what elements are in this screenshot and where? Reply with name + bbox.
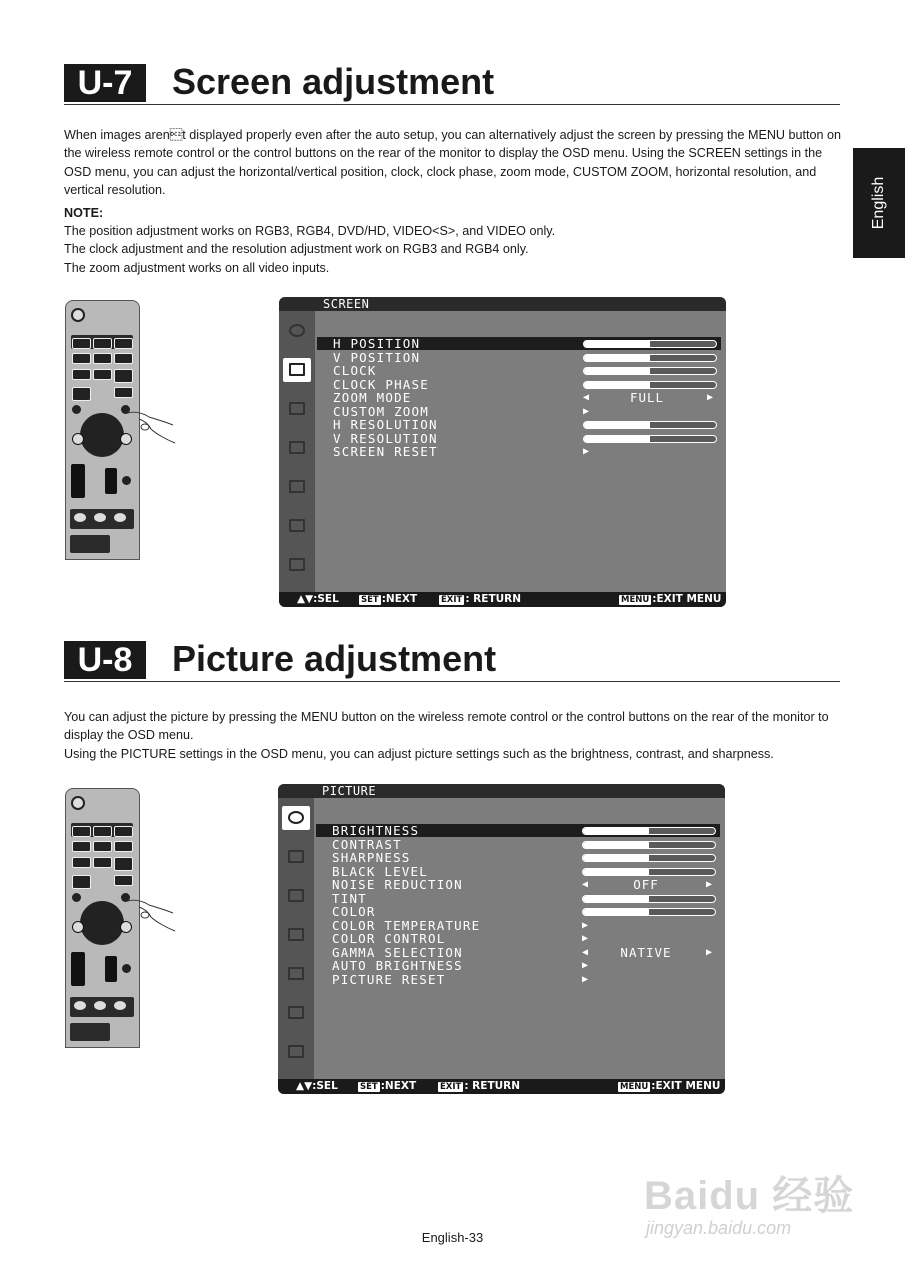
osd-item-label: NOISE REDUCTION (332, 877, 463, 892)
screen-intro (64, 126, 844, 277)
still-key (70, 535, 110, 553)
up-down-arrows-icon: ▲▼ (296, 1080, 313, 1092)
left-arrow-icon[interactable]: ◀ (582, 946, 589, 958)
osd-icon-sidebar (279, 311, 315, 592)
screen-icon[interactable] (282, 845, 310, 869)
note-line: The clock adjustment and the resolution adjustment work on RGB3 and RGB4 only. (64, 242, 529, 257)
osd-slider[interactable] (583, 381, 717, 389)
osd-title: PICTURE (322, 784, 377, 798)
exit-key-icon: EXIT (441, 595, 463, 605)
watermark-main: Baidu 经验 (644, 1174, 855, 1218)
osd-menu-item[interactable] (316, 851, 720, 864)
remote-key (122, 476, 131, 485)
dpad-icon (80, 413, 124, 457)
osd-slider-fill (583, 828, 649, 834)
remote-key (93, 841, 112, 852)
setup-glyph (288, 967, 304, 980)
remote-key (114, 826, 133, 837)
remote-key (93, 338, 112, 349)
osd-item-label: COLOR (332, 904, 376, 919)
section-header-picture (64, 639, 840, 682)
right-arrow-icon[interactable]: ▶ (706, 946, 713, 958)
osd-item-label: CLOCK PHASE (333, 376, 429, 392)
section-header-screen (64, 62, 840, 105)
remote-key (93, 826, 112, 837)
osd-slider[interactable] (582, 908, 716, 916)
remote-key (72, 826, 91, 837)
screen-intro-text: When images arent displayed properly even after the auto setup, you can alternatively adjust the screen by pressing the MENU button on the wireless remote control or the control buttons on the rear of the monitor to display the OSD menu. Using the SCREEN settings in the OSD menu, you can adjust the horizontal/vertical position, clock, clock phase, zoom mode, CUSTOM ZOOM, horizontal resolution, and vertical resolution. (64, 128, 842, 198)
osd-slider[interactable] (582, 895, 716, 903)
submenu-arrow-icon[interactable]: ▶ (583, 446, 590, 457)
remote-key (72, 875, 91, 889)
osd-slider[interactable] (582, 868, 716, 876)
hint-sel: :SEL (313, 593, 339, 605)
left-arrow-icon[interactable]: ◀ (582, 879, 589, 890)
channel-rocker (105, 468, 117, 494)
osd-slider[interactable] (583, 340, 717, 348)
remote-key (72, 405, 81, 414)
audio-glyph (288, 889, 304, 902)
information-icon[interactable] (282, 1040, 310, 1064)
menu-key-icon: MENU (620, 1082, 649, 1092)
pip-icon[interactable] (282, 923, 310, 947)
pointing-hand-icon (125, 893, 177, 933)
osd-item-label: CONTRAST (332, 836, 402, 852)
remote-key (114, 1001, 126, 1010)
hint-next: :NEXT (380, 1080, 417, 1092)
channel-rocker (105, 956, 117, 982)
remote-key (93, 353, 112, 364)
picture-icon[interactable] (283, 319, 311, 343)
remote-key (72, 387, 91, 401)
right-arrow-icon[interactable]: ▶ (706, 879, 713, 890)
osd-item-label: SHARPNESS (332, 850, 411, 865)
osd-slider-fill (584, 355, 650, 361)
hint-next: :NEXT (381, 593, 418, 605)
remote-key (72, 433, 84, 445)
remote-key (72, 893, 81, 902)
remote-key (94, 1001, 106, 1010)
osd-item-label: H POSITION (333, 336, 421, 351)
note-line: The position adjustment works on RGB3, RGB4, DVD/HD, VIDEO<S>, and VIDEO only. (64, 224, 556, 239)
osd-item-label: AUTO BRIGHTNESS (332, 958, 463, 973)
submenu-arrow-icon[interactable]: ▶ (583, 405, 590, 417)
osd-menu-item[interactable] (317, 405, 721, 418)
osd-slider-fill (584, 368, 650, 374)
picture-glyph (289, 324, 305, 337)
remote-key (72, 353, 91, 364)
remote-key (72, 921, 84, 933)
osd-picture-menu (278, 784, 725, 1094)
remote-key (114, 857, 133, 871)
osd-slider-fill (583, 842, 649, 848)
osd-slider-fill (584, 382, 650, 388)
watermark-sub: jingyan.baidu.com (646, 1218, 792, 1238)
advanced-option-icon[interactable] (283, 514, 311, 538)
section-badge: U-7 (64, 64, 146, 102)
osd-item-label: COLOR CONTROL (332, 931, 446, 946)
osd-menu-item[interactable] (316, 865, 720, 878)
osd-item-label: H RESOLUTION (333, 417, 438, 432)
remote-key (114, 387, 133, 398)
osd-menu-item[interactable] (317, 432, 721, 445)
dpad-icon (80, 901, 124, 945)
pip-glyph (288, 928, 304, 941)
remote-key (72, 338, 91, 349)
remote-key (72, 857, 91, 868)
osd-item-label: CLOCK (333, 363, 377, 378)
remote-key (94, 513, 106, 522)
submenu-arrow-icon[interactable]: ▶ (582, 919, 589, 931)
remote-key (122, 964, 131, 973)
osd-slider-fill (583, 909, 649, 915)
remote-key (74, 1001, 86, 1010)
remote-key (114, 338, 133, 349)
screen-glyph (289, 363, 305, 376)
up-down-arrows-icon: ▲▼ (297, 593, 314, 605)
osd-item-label: BLACK LEVEL (332, 863, 428, 879)
advanced-option-glyph (288, 1006, 304, 1019)
set-key-icon: SET (360, 1082, 378, 1092)
osd-slider[interactable] (582, 827, 716, 835)
osd-slider[interactable] (583, 367, 717, 375)
page-number: English-33 (421, 1230, 484, 1245)
section-title: Screen adjustment (172, 61, 495, 102)
osd-menu-item[interactable] (316, 973, 720, 986)
osd-menu-item[interactable] (316, 932, 720, 945)
osd-screen-menu (279, 297, 726, 607)
osd-item-label: TINT (332, 890, 367, 906)
setup-glyph (289, 480, 305, 493)
hint-return: : RETURN (464, 1080, 521, 1092)
setup-icon[interactable] (282, 962, 310, 986)
hint-exit-menu: :EXIT MENU (651, 1080, 721, 1092)
osd-slider[interactable] (583, 354, 717, 362)
osd-option-value: NATIVE (620, 944, 672, 960)
section-title: Picture adjustment (172, 638, 497, 679)
power-icon (71, 308, 85, 322)
advanced-option-icon[interactable] (282, 1001, 310, 1025)
osd-icon-sidebar (278, 798, 314, 1079)
remote-key (93, 369, 112, 380)
hint-sel: :SEL (312, 1080, 338, 1092)
osd-menu-item[interactable] (317, 391, 721, 404)
osd-item-label: ZOOM MODE (333, 390, 412, 405)
osd-menu-item[interactable] (316, 892, 720, 905)
remote-key (72, 369, 91, 380)
osd-item-label: V RESOLUTION (333, 430, 438, 446)
osd-menu-item[interactable] (316, 946, 720, 959)
osd-item-label: BRIGHTNESS (332, 823, 420, 838)
pointing-hand-icon (125, 405, 177, 445)
osd-menu-item[interactable] (316, 905, 720, 918)
osd-menu-item[interactable] (317, 378, 721, 391)
pip-icon[interactable] (283, 436, 311, 460)
remote-key (114, 875, 133, 886)
osd-hint-bar (278, 1079, 725, 1094)
picture-intro-text: You can adjust the picture by pressing the MENU button on the wireless remote control or the control buttons on the rear of the monitor to display the OSD menu. (64, 710, 829, 743)
osd-menu-item[interactable] (316, 838, 720, 851)
osd-item-label: PICTURE RESET (332, 971, 446, 987)
osd-item-label: SCREEN RESET (333, 444, 438, 459)
advanced-option-glyph (289, 519, 305, 532)
information-glyph (289, 558, 305, 571)
hint-exit-menu: :EXIT MENU (652, 593, 722, 605)
picture-intro (64, 708, 844, 763)
screen-glyph (288, 850, 304, 863)
audio-glyph (289, 402, 305, 415)
submenu-arrow-icon[interactable]: ▶ (582, 973, 589, 985)
submenu-arrow-icon[interactable]: ▶ (582, 960, 589, 971)
language-tab (853, 148, 905, 258)
osd-slider-fill (584, 422, 650, 428)
audio-icon[interactable] (283, 397, 311, 421)
information-glyph (288, 1045, 304, 1058)
osd-slider[interactable] (583, 421, 717, 429)
osd-menu-item[interactable] (316, 878, 720, 891)
osd-item-label: GAMMA SELECTION (332, 944, 463, 960)
osd-menu-item[interactable] (316, 919, 720, 932)
osd-slider-fill (583, 855, 649, 861)
osd-menu-item[interactable] (317, 418, 721, 431)
note-label: NOTE: (64, 205, 104, 220)
osd-menu-item[interactable] (317, 337, 721, 350)
osd-hint-bar (279, 592, 726, 607)
hint-return: : RETURN (465, 593, 522, 605)
menu-key-icon: MENU (621, 595, 650, 605)
note-line: The zoom adjustment works on all video inputs. (64, 260, 330, 275)
osd-menu-item[interactable] (317, 364, 721, 377)
pip-glyph (289, 441, 305, 454)
picture-icon[interactable] (282, 806, 310, 830)
setup-icon[interactable] (283, 475, 311, 499)
osd-slider-fill (584, 341, 650, 347)
osd-slider-fill (583, 869, 649, 875)
picture-intro-text: Using the PICTURE settings in the OSD menu, you can adjust picture settings such as the brightness, contrast, and sharpness. (64, 746, 774, 761)
section-badge: U-8 (64, 641, 146, 679)
language-tab-label: English (870, 176, 887, 230)
osd-title: SCREEN (323, 297, 370, 311)
osd-option-value: FULL (629, 390, 665, 405)
submenu-arrow-icon[interactable]: ▶ (582, 933, 589, 944)
still-key (70, 1023, 110, 1041)
osd-menu-item[interactable] (316, 824, 720, 837)
remote-key (74, 513, 86, 522)
exit-key-icon: EXIT (440, 1082, 462, 1092)
information-icon[interactable] (283, 553, 311, 577)
osd-slider[interactable] (582, 854, 716, 862)
remote-key (114, 841, 133, 852)
volume-rocker (71, 464, 85, 498)
osd-option-value: OFF (633, 877, 659, 892)
osd-item-label: CUSTOM ZOOM (333, 403, 429, 419)
set-key-icon: SET (361, 595, 379, 605)
osd-menu-item[interactable] (317, 445, 721, 458)
osd-menu-item[interactable] (317, 351, 721, 364)
osd-slider[interactable] (583, 435, 717, 443)
osd-item-label: V POSITION (333, 349, 421, 365)
picture-glyph (288, 811, 304, 824)
remote-key (114, 353, 133, 364)
remote-key (114, 513, 126, 522)
right-arrow-icon[interactable]: ▶ (707, 392, 714, 403)
osd-menu-item[interactable] (316, 959, 720, 972)
left-arrow-icon[interactable]: ◀ (583, 392, 590, 403)
audio-icon[interactable] (282, 884, 310, 908)
remote-key (72, 841, 91, 852)
remote-key (114, 369, 133, 383)
osd-slider-fill (584, 436, 650, 442)
remote-key (93, 857, 112, 868)
screen-icon[interactable] (283, 358, 311, 382)
volume-rocker (71, 952, 85, 986)
osd-slider[interactable] (582, 841, 716, 849)
osd-slider-fill (583, 896, 649, 902)
power-icon (71, 796, 85, 810)
osd-item-label: COLOR TEMPERATURE (332, 917, 481, 933)
